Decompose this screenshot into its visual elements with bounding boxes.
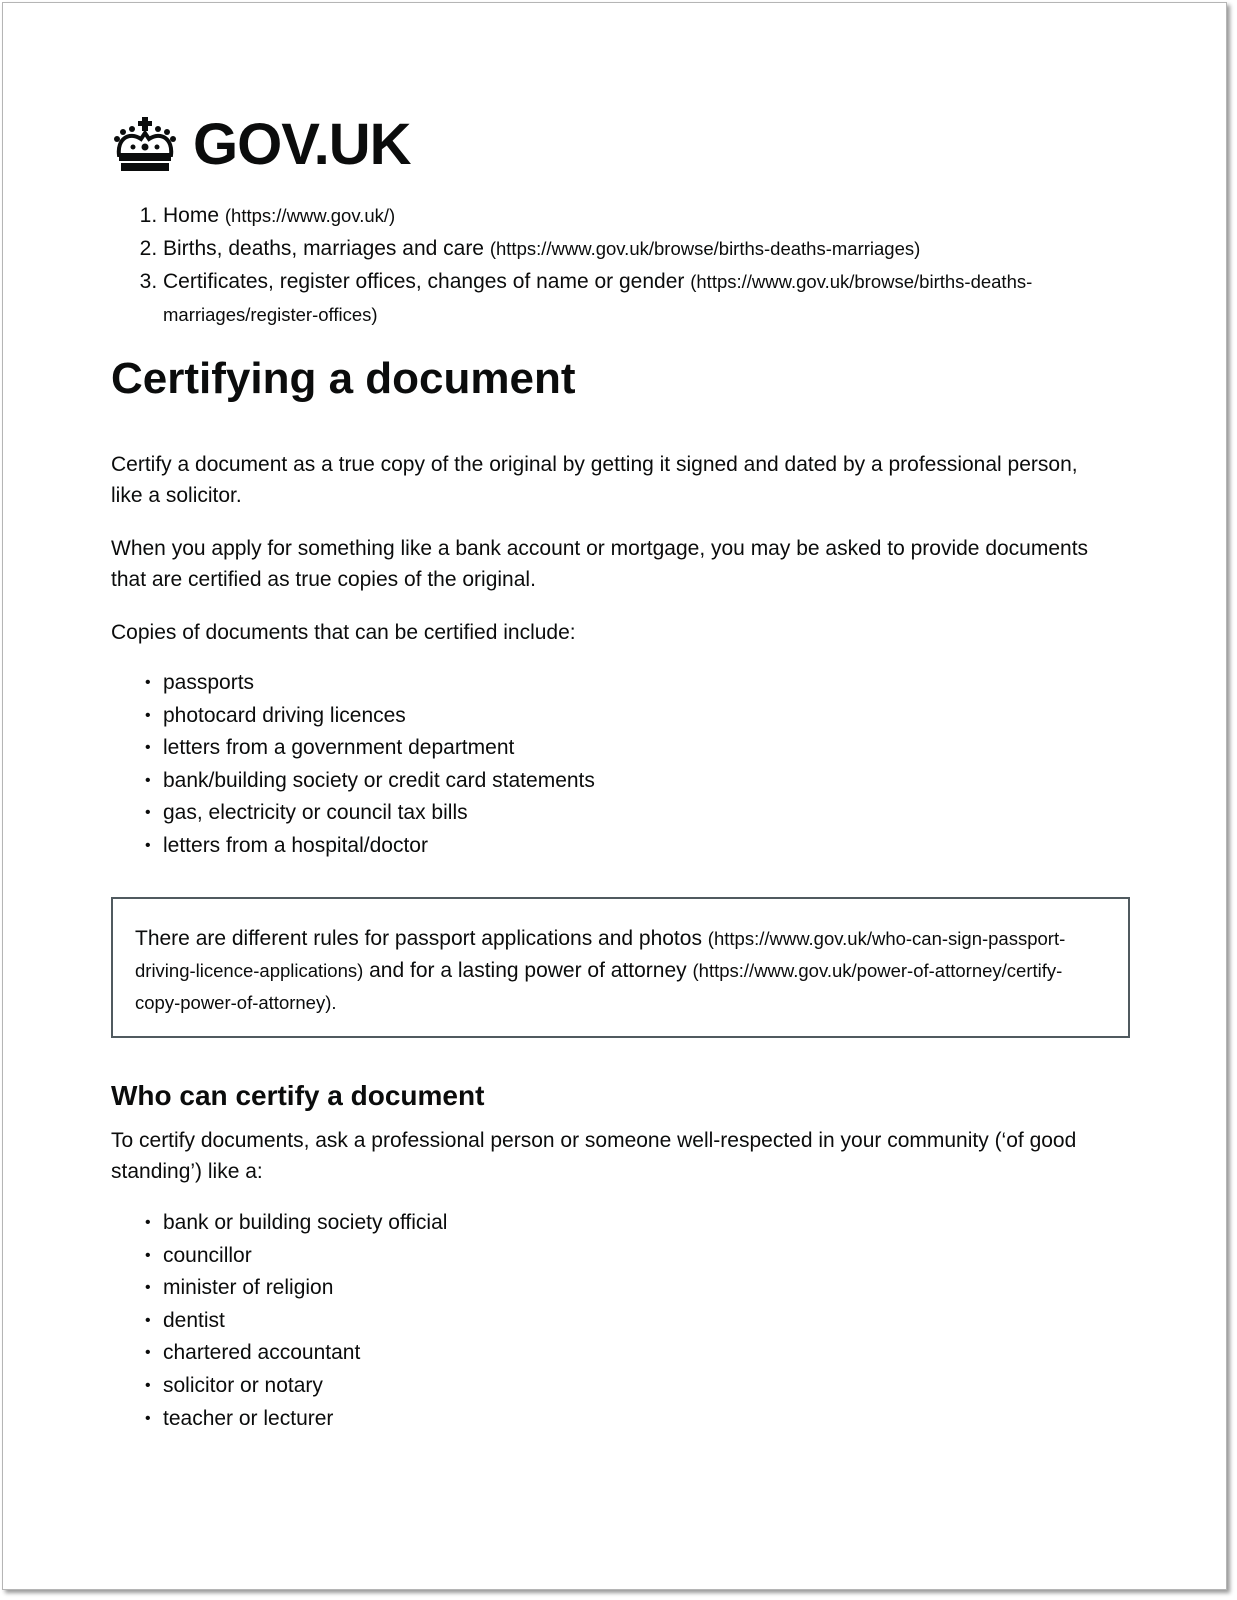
inset-url: (https://www.gov.uk/power-of-attorney/certify-copy-power-of-attorney) — [135, 960, 1063, 1013]
breadcrumb-label[interactable]: Births, deaths, marriages and care — [163, 237, 484, 260]
breadcrumb-url: (https://www.gov.uk/) — [224, 205, 396, 226]
list-item: • solicitor or notary — [163, 1370, 447, 1403]
breadcrumb-url: (https://www.gov.uk/browse/births-deaths-marriages) — [489, 238, 921, 259]
documents-list — [111, 667, 595, 863]
inset-link-passport[interactable]: There are different rules for passport applications and photos — [135, 927, 702, 950]
breadcrumb-url: (https://www.gov.uk/browse/births-deaths-marriages/register-offices) — [163, 271, 1033, 325]
list-item: • letters from a hospital/doctor — [163, 830, 595, 863]
list-item: • photocard driving licences — [163, 700, 595, 733]
certifiers-list — [111, 1207, 447, 1435]
inset-link-power-of-attorney[interactable]: and for a lasting power of attorney — [369, 959, 687, 982]
list-item: • teacher or lecturer — [163, 1403, 447, 1436]
logo-text: GOV.UK — [193, 112, 411, 177]
breadcrumb — [111, 199, 1163, 331]
intro-paragraph: Copies of documents that can be certified include: — [111, 621, 576, 644]
list-item: • gas, electricity or council tax bills — [163, 797, 595, 830]
page-title: Certifying a document — [111, 354, 576, 403]
section-paragraph: To certify documents, ask a professional person or someone well-respected in your community (‘of good standing’) like a: — [111, 1129, 1077, 1183]
breadcrumb-item-births-deaths-marriages[interactable] — [163, 232, 1163, 265]
list-item: • bank/building society or credit card statements — [163, 765, 595, 798]
section-heading: Who can certify a document — [111, 1080, 485, 1111]
breadcrumb-item-home[interactable] — [163, 199, 1163, 232]
list-item: • chartered accountant — [163, 1337, 447, 1370]
inset-text — [111, 897, 1130, 1038]
list-item: • letters from a government department — [163, 732, 595, 765]
breadcrumb-label[interactable]: Certificates, register offices, changes of name or gender — [163, 270, 685, 293]
intro-paragraph: When you apply for something like a bank account or mortgage, you may be asked to provide documents that are certified as true copies of the original. — [111, 537, 1089, 591]
inset-end: . — [331, 992, 337, 1013]
crown-icon — [111, 117, 179, 173]
breadcrumb-label[interactable]: Home — [163, 204, 220, 227]
govuk-logo[interactable] — [111, 113, 410, 177]
document-page — [2, 2, 1227, 1590]
intro-paragraph: Certify a document as a true copy of the original by getting it signed and dated by a professional person, like a solicitor. — [111, 453, 1078, 507]
list-item: • bank or building society official — [163, 1207, 447, 1240]
inset-url: (https://www.gov.uk/who-can-sign-passport-driving-licence-applications) — [135, 928, 1066, 981]
list-item: • passports — [163, 667, 595, 700]
list-item: • councillor — [163, 1240, 447, 1273]
list-item: • dentist — [163, 1305, 447, 1338]
list-item: • minister of religion — [163, 1272, 447, 1305]
breadcrumb-item-register-offices[interactable] — [163, 265, 1163, 331]
